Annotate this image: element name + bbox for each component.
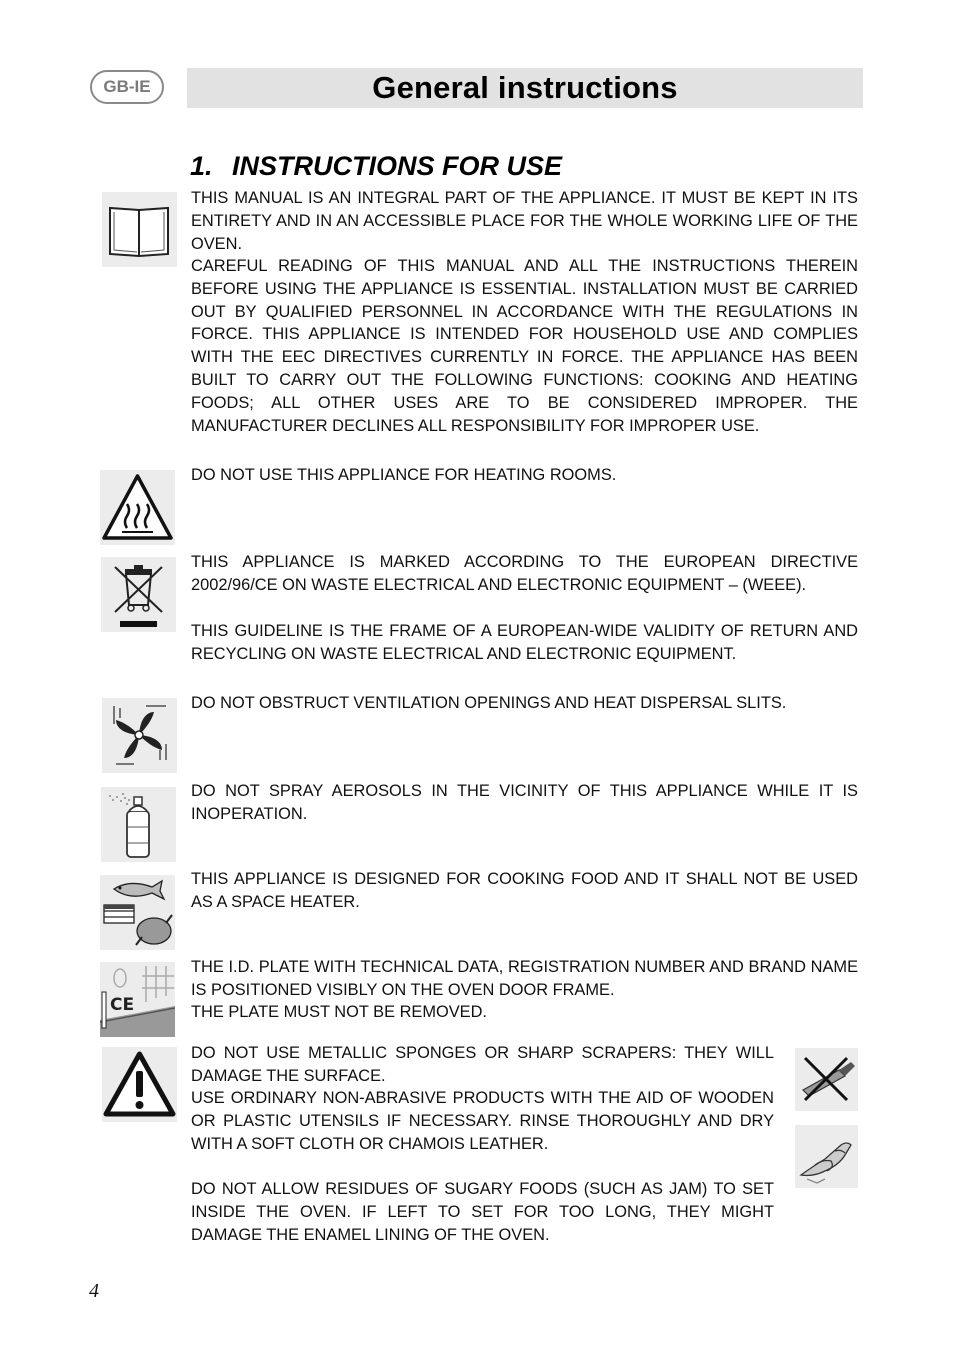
paragraph-plate-removed: THE PLATE MUST NOT BE REMOVED. — [191, 1003, 487, 1021]
cleaning-cloth-hand-icon — [795, 1125, 858, 1188]
general-warning-icon — [102, 1047, 177, 1122]
paragraph-metallic-sponges: DO NOT USE METALLIC SPONGES OR SHARP SCRAPERS: THEY WILL DAMAGE THE SURFACE. — [191, 1044, 774, 1085]
paragraph-aerosols: DO NOT SPRAY AEROSOLS IN THE VICINITY OF THIS APPLIANCE WHILE IT IS INOPERATION. — [191, 782, 858, 823]
paragraph-non-abrasive: USE ORDINARY NON-ABRASIVE PRODUCTS WITH THE AID OF WOODEN OR PLASTIC UTENSILS IF NECESSARY. RINSE THOROUGHLY AND DRY WITH A SOFT CLOTH OR CHAMOIS LEATHER. — [191, 1089, 774, 1153]
aerosol-can-icon — [101, 787, 176, 862]
hot-surface-warning-icon — [100, 470, 175, 545]
manual-book-icon — [102, 192, 177, 267]
page-number: 4 — [89, 1280, 99, 1302]
weee-bin-icon — [101, 557, 176, 632]
paragraph-sugary-foods: DO NOT ALLOW RESIDUES OF SUGARY FOODS (SUCH AS JAM) TO SET INSIDE THE OVEN. IF LEFT TO SET FOR TOO LONG, THEY MIGHT DAMAGE THE ENAMEL LINING OF THE OVEN. — [191, 1180, 774, 1244]
section-title-text: INSTRUCTIONS FOR USE — [232, 151, 563, 181]
id-plate-ce-icon — [100, 962, 175, 1037]
no-scraper-icon — [795, 1048, 858, 1111]
paragraph-manual: THIS MANUAL IS AN INTEGRAL PART OF THE APPLIANCE. IT MUST BE KEPT IN ITS ENTIRETY AND IN AN ACCESSIBLE PLACE FOR THE WHOLE WORKING LIFE OF THE OVEN. — [191, 189, 858, 253]
section-title — [190, 151, 562, 182]
paragraph-id-plate: THE I.D. PLATE WITH TECHNICAL DATA, REGISTRATION NUMBER AND BRAND NAME IS POSITIONED VISIBLY ON THE OVEN DOOR FRAME. — [191, 958, 858, 999]
language-badge: GB-IE — [90, 70, 164, 104]
paragraph-weee: THIS APPLIANCE IS MARKED ACCORDING TO THE EUROPEAN DIRECTIVE 2002/96/CE ON WASTE ELECTRICAL AND ELECTRONIC EQUIPMENT – (WEEE). — [191, 553, 858, 594]
food-cooking-icon — [100, 875, 175, 950]
page-header — [187, 68, 863, 108]
paragraph-ventilation: DO NOT OBSTRUCT VENTILATION OPENINGS AND HEAT DISPERSAL SLITS. — [191, 694, 787, 712]
paragraph-reading: CAREFUL READING OF THIS MANUAL AND ALL THE INSTRUCTIONS THEREIN BEFORE USING THE APPLIANCE IS ESSENTIAL. INSTALLATION MUST BE CARRIED OUT BY QUALIFIED PERSONNEL IN ACCORDANCE WITH THE REGULATIONS IN FORCE. THIS APPLIANCE IS INTENDED FOR HOUSEHOLD USE AND COMPLIES WITH THE EEC DIRECTIVES CURRENTLY IN FORCE. THE APPLIANCE HAS BEEN BUILT TO CARRY OUT THE FOLLOWING FUNCTIONS: COOKING AND HEATING FOODS; ALL OTHER USES ARE TO BE CONSIDERED IMPROPER. THE MANUFACTURER DECLINES ALL RESPONSIBILITY FOR IMPROPER USE. — [191, 257, 858, 435]
paragraph-space-heater: THIS APPLIANCE IS DESIGNED FOR COOKING FOOD AND IT SHALL NOT BE USED AS A SPACE HEATER. — [191, 870, 858, 911]
ce-mark: CE — [110, 995, 135, 1015]
page-title: General instructions — [372, 70, 678, 105]
section-number: 1. — [190, 151, 213, 181]
paragraph-heating-rooms: DO NOT USE THIS APPLIANCE FOR HEATING ROOMS. — [191, 466, 617, 484]
paragraph-recycling: THIS GUIDELINE IS THE FRAME OF A EUROPEAN-WIDE VALIDITY OF RETURN AND RECYCLING ON WASTE ELECTRICAL AND ELECTRONIC EQUIPMENT. — [191, 622, 858, 663]
ventilation-fan-icon — [102, 698, 177, 773]
